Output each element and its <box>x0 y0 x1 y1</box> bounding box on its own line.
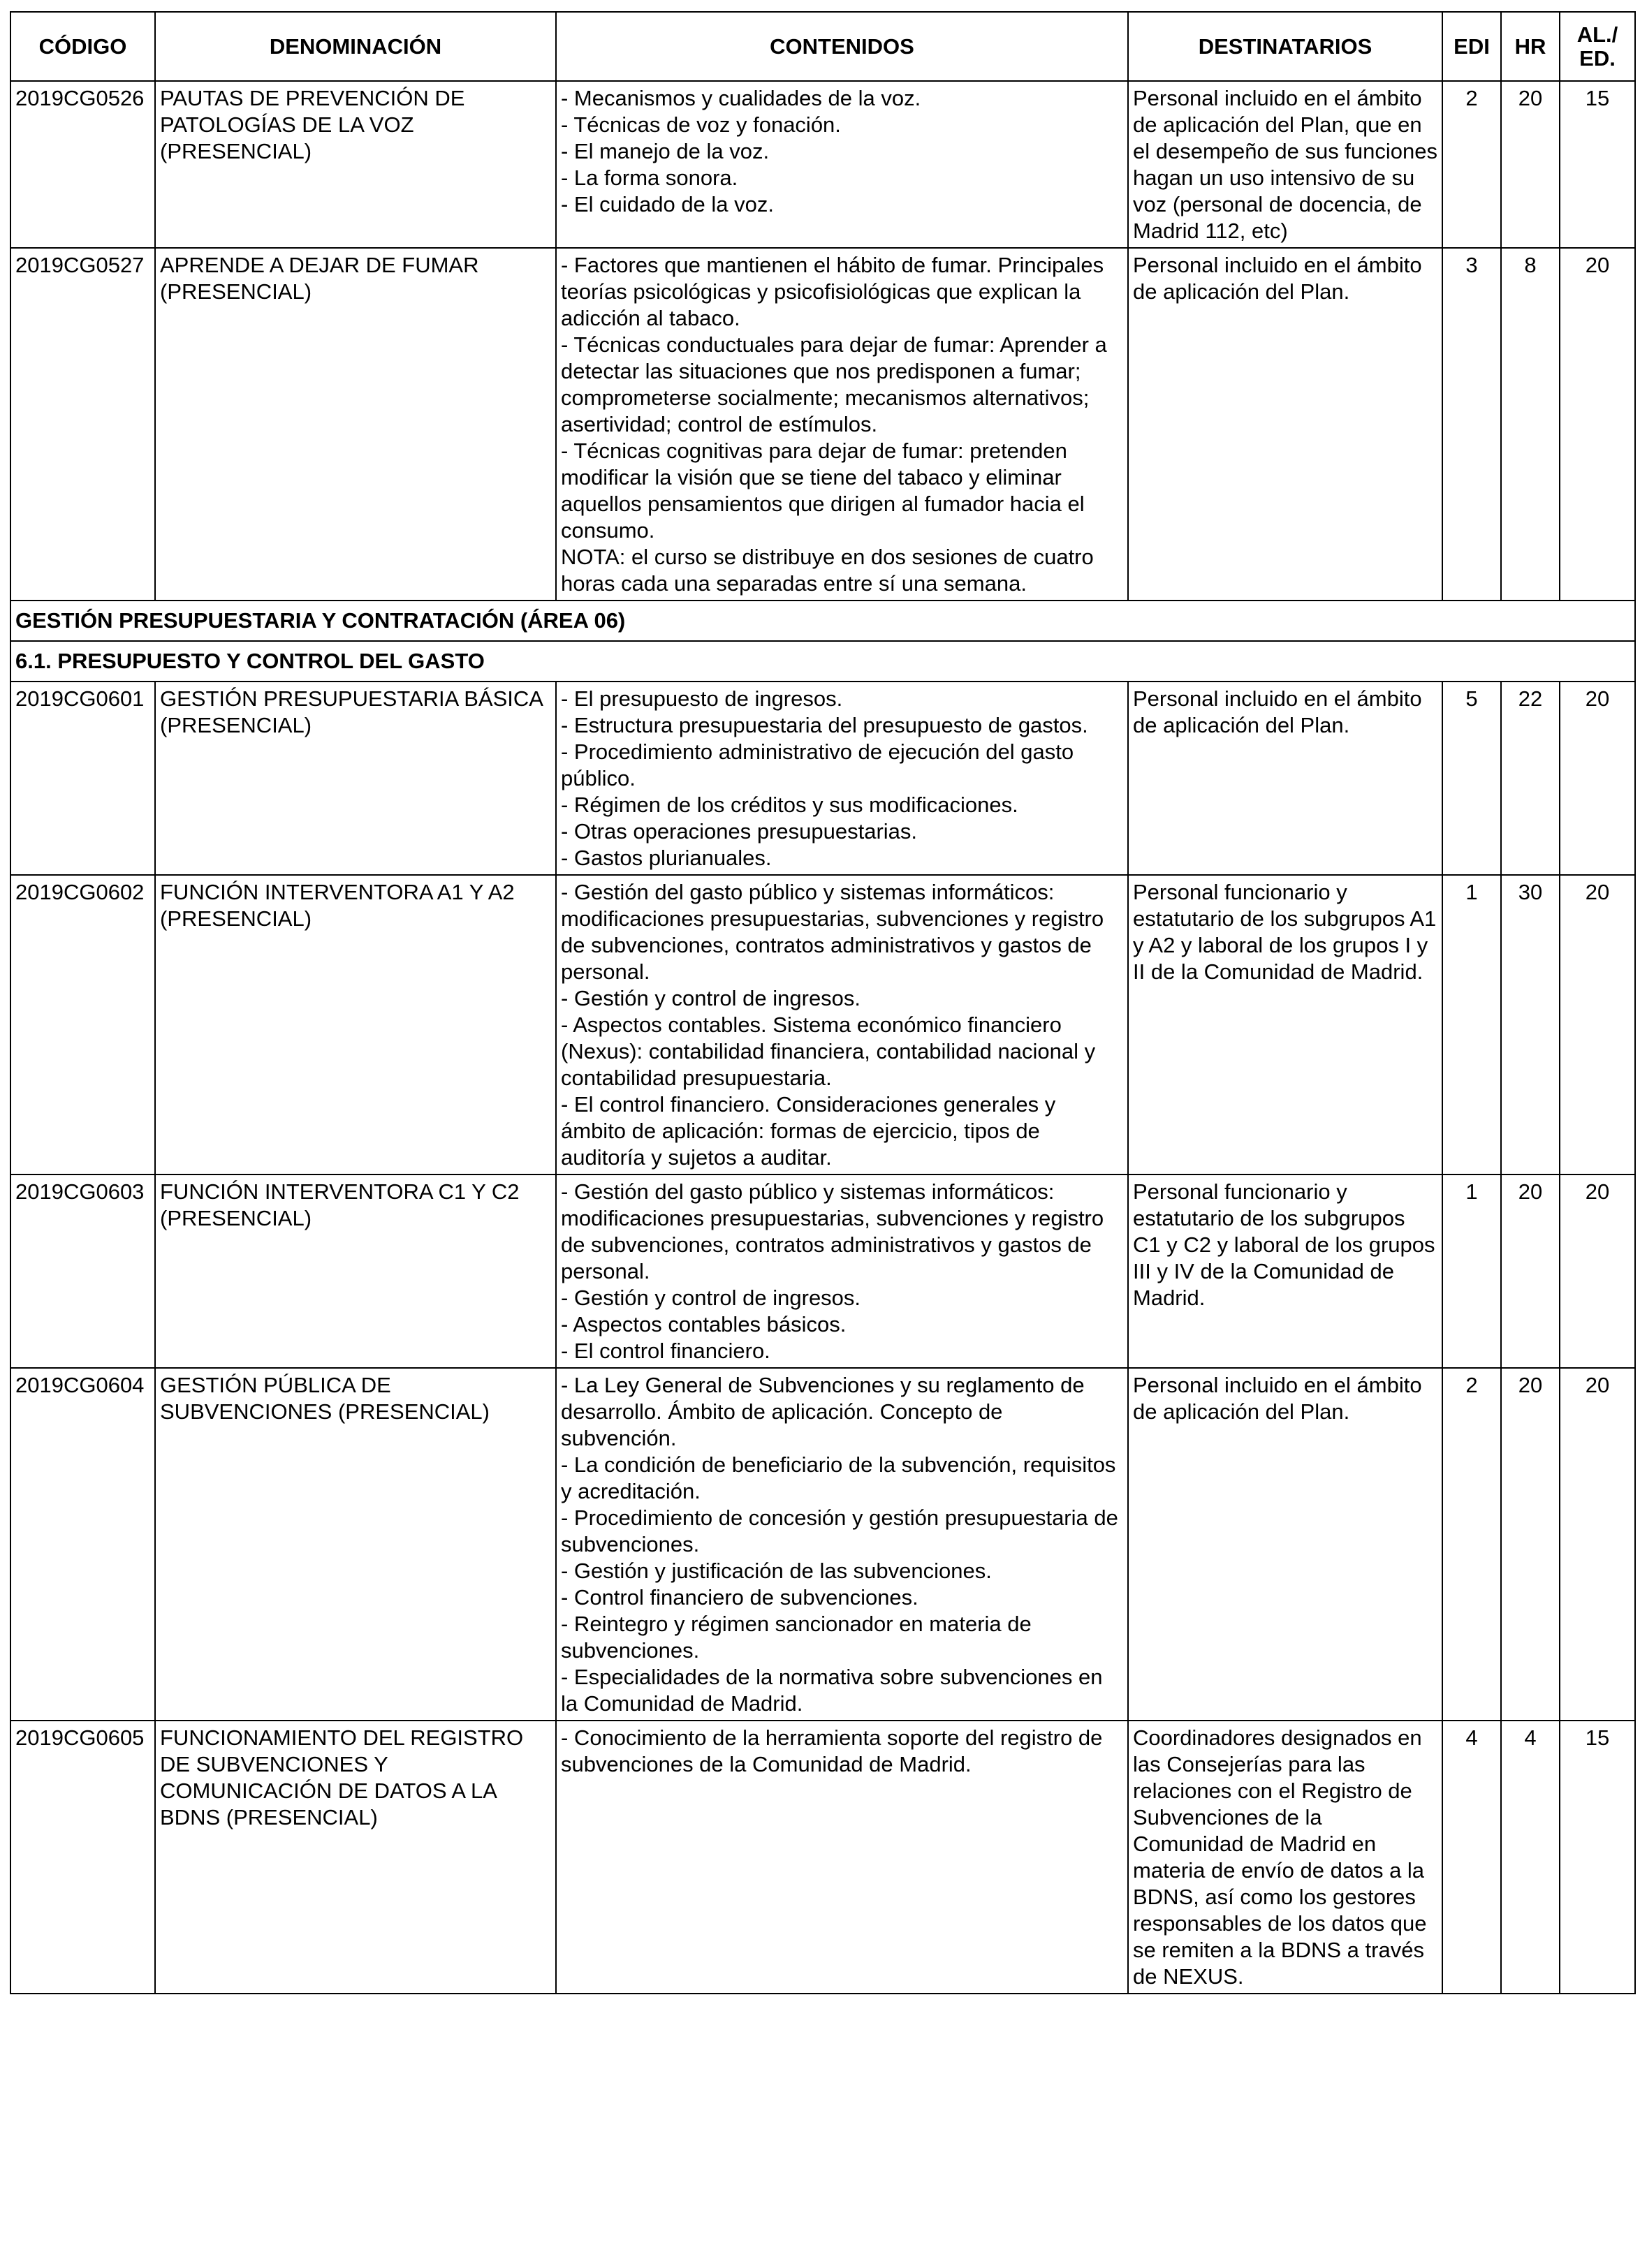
header-row <box>10 12 1635 81</box>
cell-edi: 5 <box>1442 682 1501 875</box>
contenido-item: - Procedimiento de concesión y gestión presupuestaria de subvenciones. <box>561 1505 1118 1556</box>
contenido-item: - Régimen de los créditos y sus modificaciones. <box>561 793 1018 817</box>
contenido-item: - La Ley General de Subvenciones y su reglamento de desarrollo. Ámbito de aplicación. Concepto de subvención. <box>561 1373 1085 1450</box>
contenido-item: - El manejo de la voz. <box>561 139 770 163</box>
cell-contenidos <box>556 1368 1128 1721</box>
cell-denominacion: GESTIÓN PÚBLICA DE SUBVENCIONES (PRESENCIAL) <box>155 1368 556 1721</box>
course-table <box>10 11 1636 1994</box>
cell-hr: 8 <box>1501 248 1560 601</box>
cell-edi: 2 <box>1442 81 1501 248</box>
cell-al-ed: 20 <box>1560 248 1635 601</box>
cell-edi: 1 <box>1442 1174 1501 1368</box>
header-al-ed: AL./ ED. <box>1560 12 1635 81</box>
table-body-area-06 <box>10 682 1635 1994</box>
contenido-item: - Gestión y control de ingresos. <box>561 1286 861 1310</box>
cell-destinatarios: Personal incluido en el ámbito de aplicación del Plan. <box>1128 682 1442 875</box>
cell-destinatarios: Personal funcionario y estatutario de los subgrupos A1 y A2 y laboral de los grupos I y II de la Comunidad de Madrid. <box>1128 875 1442 1174</box>
section-row-area <box>10 601 1635 641</box>
cell-hr: 4 <box>1501 1721 1560 1994</box>
contenido-item: - Aspectos contables básicos. <box>561 1312 847 1336</box>
cell-denominacion: APRENDE A DEJAR DE FUMAR (PRESENCIAL) <box>155 248 556 601</box>
header-denominacion: DENOMINACIÓN <box>155 12 556 81</box>
cell-contenidos <box>556 1174 1128 1368</box>
cell-destinatarios: Coordinadores designados en las Consejerías para las relaciones con el Registro de Subvenciones de la Comunidad de Madrid en materia de envío de datos a la BDNS, así como los gestores responsables de los datos que se remiten a la BDNS a través de NEXUS. <box>1128 1721 1442 1994</box>
table-row <box>10 875 1635 1174</box>
header-codigo: CÓDIGO <box>10 12 155 81</box>
contenido-item: - Reintegro y régimen sancionador en materia de subvenciones. <box>561 1612 1032 1663</box>
contenido-item: - Estructura presupuestaria del presupuesto de gastos. <box>561 713 1088 737</box>
section-row-subarea <box>10 641 1635 682</box>
contenido-item: - Control financiero de subvenciones. <box>561 1585 918 1610</box>
contenido-item: - El control financiero. <box>561 1339 770 1363</box>
cell-edi: 3 <box>1442 248 1501 601</box>
contenido-item: - La condición de beneficiario de la subvención, requisitos y acreditación. <box>561 1452 1116 1503</box>
contenido-item: - Técnicas cognitivas para dejar de fumar: pretenden modificar la visión que se tiene del tabaco y eliminar aquellos pensamientos que dirigen al fumador hacia el consumo. <box>561 439 1085 543</box>
contenido-item: - La forma sonora. <box>561 165 738 190</box>
table-row <box>10 1368 1635 1721</box>
cell-edi: 1 <box>1442 875 1501 1174</box>
header-destinatarios: DESTINATARIOS <box>1128 12 1442 81</box>
cell-codigo: 2019CG0527 <box>10 248 155 601</box>
cell-contenidos <box>556 81 1128 248</box>
cell-contenidos <box>556 682 1128 875</box>
section-rows <box>10 601 1635 682</box>
cell-contenidos <box>556 248 1128 601</box>
section-subarea-title: 6.1. PRESUPUESTO Y CONTROL DEL GASTO <box>10 641 1635 682</box>
cell-al-ed: 20 <box>1560 875 1635 1174</box>
cell-al-ed: 20 <box>1560 682 1635 875</box>
table-row <box>10 1721 1635 1994</box>
cell-al-ed: 15 <box>1560 1721 1635 1994</box>
contenido-item: NOTA: el curso se distribuye en dos sesiones de cuatro horas cada una separadas entre sí una semana. <box>561 545 1094 596</box>
contenido-item: - Técnicas conductuales para dejar de fumar: Aprender a detectar las situaciones que nos predisponen a fumar; comprometerse socialmente; mecanismos alternativos; asertividad; control de estímulos. <box>561 332 1107 436</box>
table-row <box>10 81 1635 248</box>
table-row <box>10 1174 1635 1368</box>
cell-contenidos <box>556 875 1128 1174</box>
cell-codigo: 2019CG0605 <box>10 1721 155 1994</box>
table-body-area-05 <box>10 81 1635 601</box>
cell-hr: 30 <box>1501 875 1560 1174</box>
cell-destinatarios: Personal incluido en el ámbito de aplicación del Plan. <box>1128 248 1442 601</box>
cell-destinatarios: Personal funcionario y estatutario de los subgrupos C1 y C2 y laboral de los grupos III y IV de la Comunidad de Madrid. <box>1128 1174 1442 1368</box>
cell-destinatarios: Personal incluido en el ámbito de aplicación del Plan. <box>1128 1368 1442 1721</box>
contenido-item: - El control financiero. Consideraciones generales y ámbito de aplicación: formas de ejercicio, tipos de auditoría y sujetos a auditar. <box>561 1092 1056 1170</box>
contenido-item: - Otras operaciones presupuestarias. <box>561 819 918 844</box>
cell-codigo: 2019CG0603 <box>10 1174 155 1368</box>
cell-al-ed: 15 <box>1560 81 1635 248</box>
cell-al-ed: 20 <box>1560 1368 1635 1721</box>
cell-hr: 20 <box>1501 1368 1560 1721</box>
contenido-item: - Gastos plurianuales. <box>561 846 772 870</box>
cell-codigo: 2019CG0601 <box>10 682 155 875</box>
contenido-item: - Gestión y control de ingresos. <box>561 986 861 1010</box>
contenido-item: - Procedimiento administrativo de ejecución del gasto público. <box>561 739 1074 790</box>
cell-denominacion: FUNCIÓN INTERVENTORA C1 Y C2 (PRESENCIAL) <box>155 1174 556 1368</box>
contenido-item: - El cuidado de la voz. <box>561 192 775 216</box>
cell-denominacion: GESTIÓN PRESUPUESTARIA BÁSICA (PRESENCIAL) <box>155 682 556 875</box>
cell-hr: 22 <box>1501 682 1560 875</box>
cell-hr: 20 <box>1501 81 1560 248</box>
header-contenidos: CONTENIDOS <box>556 12 1128 81</box>
contenido-item: - Aspectos contables. Sistema económico financiero (Nexus): contabilidad financiera, contabilidad nacional y contabilidad presupuestaria. <box>561 1012 1096 1090</box>
contenido-item: - Técnicas de voz y fonación. <box>561 112 841 137</box>
section-area-title: GESTIÓN PRESUPUESTARIA Y CONTRATACIÓN (ÁREA 06) <box>10 601 1635 641</box>
header-edi: EDI <box>1442 12 1501 81</box>
cell-edi: 4 <box>1442 1721 1501 1994</box>
contenido-item: - Gestión del gasto público y sistemas informáticos: modificaciones presupuestarias, subvenciones y registro de subvenciones, contratos administrativos y gastos de personal. <box>561 880 1104 984</box>
cell-destinatarios: Personal incluido en el ámbito de aplicación del Plan, que en el desempeño de sus funciones hagan un uso intensivo de su voz (personal de docencia, de Madrid 112, etc) <box>1128 81 1442 248</box>
cell-denominacion: PAUTAS DE PREVENCIÓN DE PATOLOGÍAS DE LA VOZ (PRESENCIAL) <box>155 81 556 248</box>
contenido-item: - Conocimiento de la herramienta soporte del registro de subvenciones de la Comunidad de Madrid. <box>561 1725 1103 1776</box>
cell-codigo: 2019CG0526 <box>10 81 155 248</box>
table-row <box>10 248 1635 601</box>
table-row <box>10 682 1635 875</box>
contenido-item: - Mecanismos y cualidades de la voz. <box>561 86 921 110</box>
cell-edi: 2 <box>1442 1368 1501 1721</box>
cell-contenidos <box>556 1721 1128 1994</box>
table-header <box>10 12 1635 81</box>
header-hr: HR <box>1501 12 1560 81</box>
contenido-item: - Gestión y justificación de las subvenciones. <box>561 1559 992 1583</box>
contenido-item: - Especialidades de la normativa sobre subvenciones en la Comunidad de Madrid. <box>561 1665 1103 1716</box>
cell-denominacion: FUNCIÓN INTERVENTORA A1 Y A2 (PRESENCIAL) <box>155 875 556 1174</box>
contenido-item: - El presupuesto de ingresos. <box>561 686 843 711</box>
contenido-item: - Factores que mantienen el hábito de fumar. Principales teorías psicológicas y psicofisiológicas que explican la adicción al tabaco. <box>561 253 1104 330</box>
contenido-item: - Gestión del gasto público y sistemas informáticos: modificaciones presupuestarias, subvenciones y registro de subvenciones, contratos administrativos y gastos de personal. <box>561 1179 1104 1283</box>
cell-hr: 20 <box>1501 1174 1560 1368</box>
cell-denominacion: FUNCIONAMIENTO DEL REGISTRO DE SUBVENCIONES Y COMUNICACIÓN DE DATOS A LA BDNS (PRESENCIAL) <box>155 1721 556 1994</box>
cell-codigo: 2019CG0602 <box>10 875 155 1174</box>
cell-codigo: 2019CG0604 <box>10 1368 155 1721</box>
cell-al-ed: 20 <box>1560 1174 1635 1368</box>
